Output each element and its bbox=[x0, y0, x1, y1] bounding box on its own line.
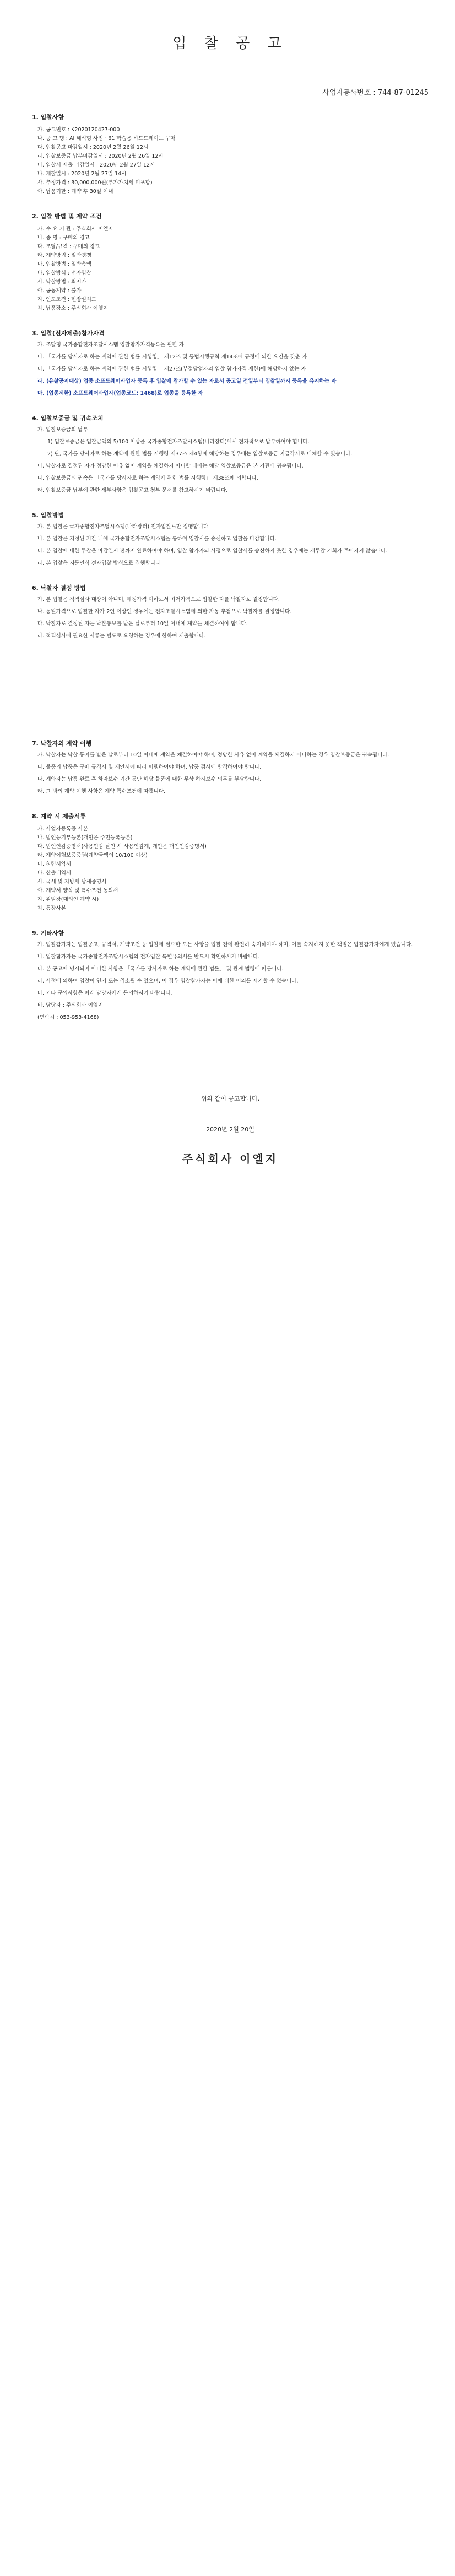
section-paragraph: 라. 사정에 의하여 입찰이 연기 또는 취소될 수 있으며, 이 경우 입찰참가자는 이에 대한 이의를 제기할 수 없습니다. bbox=[37, 978, 299, 984]
section-paragraph: 라. 그 밖의 계약 이행 사항은 계약 특수조건에 따릅니다. bbox=[37, 788, 166, 795]
section-heading: 6. 낙찰자 결정 방법 bbox=[32, 584, 86, 592]
section-list bbox=[37, 225, 429, 313]
section-paragraph: 나. 「국가를 당사자로 하는 계약에 관한 법률 시행령」 제12조 및 동법시행규칙 제14조에 규정에 의한 요건을 갖춘 자 bbox=[37, 354, 307, 360]
section-paragraph: 나. 본 입찰은 지정된 기간 내에 국가종합전자조달시스템을 통하여 입찰서를 송신하고 입찰을 마감합니다. bbox=[37, 536, 277, 542]
list-item: 사. 추정가격 : 30,000,000원(부가가치세 미포함) bbox=[37, 180, 153, 186]
list-item: 나. 공 고 명 : AI 해석형 사업 · 61 학습용 하드드레이브 구매 bbox=[37, 136, 176, 142]
section-paragraph: 가. 본 입찰은 국가종합전자조달시스템(나라장터) 전자입찰로만 집행합니다. bbox=[37, 524, 210, 530]
section-paragraph: 나. 동일가격으로 입찰한 자가 2인 이상인 경우에는 전자조달시스템에 의한 자동 추첨으로 낙찰자를 결정합니다. bbox=[37, 609, 292, 615]
spacer bbox=[32, 641, 429, 723]
list-item: 가. 사업자등록증 사본 bbox=[37, 826, 88, 832]
section-paragraph: 나. 낙찰자로 결정된 자가 정당한 이유 없이 계약을 체결하지 아니할 때에는 해당 입찰보증금은 본 기관에 귀속됩니다. bbox=[37, 463, 304, 469]
section-paragraph: 2) 단, 국가를 당사자로 하는 계약에 관한 법률 시행령 제37조 제4항에 해당하는 경우에는 입찰보증금 지급각서로 대체할 수 있습니다. bbox=[47, 451, 353, 457]
list-item: 바. 산출내역서 bbox=[37, 870, 72, 876]
list-item: 나. 종 명 : 구매의 경고 bbox=[37, 235, 90, 241]
list-item: 사. 국세 및 지방세 납세증명서 bbox=[37, 879, 107, 885]
footer-notice: 위와 같이 공고합니다. bbox=[201, 1095, 260, 1102]
list-item: 마. 입찰서 제출 마감일시 : 2020년 2월 27일 12시 bbox=[37, 162, 155, 168]
document-body bbox=[32, 0, 429, 1166]
section-paragraph: 나. 입찰참가자는 국가종합전자조달시스템의 전자입찰 특별유의서를 반드시 확인하시기 바랍니다. bbox=[37, 954, 260, 960]
list-item: 아. 납품기한 : 계약 후 30일 이내 bbox=[37, 189, 113, 195]
spacer bbox=[32, 1022, 429, 1072]
registration-number: 사업자등록번호 : 744-87-01245 bbox=[322, 89, 429, 97]
sections-part-b bbox=[32, 739, 429, 1022]
section-paragraph: 가. 입찰보증금의 납부 bbox=[37, 427, 88, 433]
list-item: 나. 법인등기부등본(개인은 주민등록등본) bbox=[37, 835, 133, 841]
list-item: 아. 공동계약 : 불가 bbox=[37, 288, 82, 294]
section-heading: 9. 기타사항 bbox=[32, 930, 64, 937]
list-item: 자. 인도조건 : 현장설치도 bbox=[37, 297, 97, 303]
section-paragraph: 가. 입찰참가자는 입찰공고, 규격서, 계약조건 등 입찰에 필요한 모든 사항을 입찰 전에 완전히 숙지하여야 하며, 이를 숙지하지 못한 책임은 입찰참가자에게 있습니다. bbox=[37, 942, 413, 948]
section-paragraph: 라. 본 입찰은 지문인식 전자입찰 방식으로 집행합니다. bbox=[37, 560, 162, 566]
section-paragraph: 1) 입찰보증금은 입찰금액의 5/100 이상을 국가종합전자조달시스템(나라장터)에서 전자적으로 납부하여야 합니다. bbox=[47, 439, 310, 445]
section-paragraph: 다. 낙찰자로 결정된 자는 낙찰통보를 받은 날로부터 10일 이내에 계약을 체결하여야 합니다. bbox=[37, 621, 248, 627]
section-heading: 1. 입찰사항 bbox=[32, 114, 64, 121]
section-paragraph: 가. 본 입찰은 적격심사 대상이 아니며, 예정가격 이하로서 최저가격으로 입찰한 자를 낙찰자로 결정합니다. bbox=[37, 597, 280, 603]
list-item: 다. 입찰공고 마감일시 : 2020년 2월 26일 12시 bbox=[37, 144, 149, 151]
section-paragraph: 마. 기타 문의사항은 아래 담당자에게 문의하시기 바랍니다. bbox=[37, 990, 172, 996]
list-item: 라. 계약방법 : 일반경쟁 bbox=[37, 253, 91, 259]
list-item: 자. 위임장(대리인 계약 시) bbox=[37, 897, 99, 903]
list-item: 아. 계약서 양식 및 특수조건 동의서 bbox=[37, 888, 118, 894]
section-heading: 5. 입찰방법 bbox=[32, 512, 64, 519]
list-item: 사. 낙찰방법 : 최저가 bbox=[37, 279, 86, 285]
list-item: 마. 청렴서약서 bbox=[37, 861, 72, 867]
list-item: 다. 법인인감증명서(사용인감 날인 시 사용인감계, 개인은 개인인감증명서) bbox=[37, 844, 207, 850]
list-item: 가. 수 요 기 관 : 주식회사 이엘지 bbox=[37, 226, 113, 232]
section-paragraph: 나. 물품의 납품은 구매 규격서 및 제안서에 따라 이행하여야 하며, 납품 검사에 합격하여야 합니다. bbox=[37, 764, 262, 770]
sections-part-a bbox=[32, 112, 429, 641]
list-item: 가. 공고번호 : K2020120427-000 bbox=[37, 127, 120, 133]
list-item: 다. 조달/규격 : 구매의 경고 bbox=[37, 244, 100, 250]
list-item: 라. 입찰보증금 납부마감일시 : 2020년 2월 26일 12시 bbox=[37, 153, 164, 159]
footer-date: 2020년 2월 20일 bbox=[206, 1126, 254, 1133]
section-heading: 4. 입찰보증금 및 귀속조치 bbox=[32, 415, 104, 422]
section-paragraph: 라. 적격심사에 필요한 서류는 별도로 요청하는 경우에 한하여 제출합니다. bbox=[37, 633, 206, 639]
section-heading: 2. 입찰 방법 및 계약 조건 bbox=[32, 213, 102, 220]
section-heading: 3. 입찰(전자제출)참가자격 bbox=[32, 330, 105, 337]
section-paragraph: (연락처 : 053-953-4168) bbox=[37, 1015, 99, 1021]
list-item: 바. 개찰일시 : 2020년 2월 27일 14시 bbox=[37, 171, 127, 177]
section-list bbox=[37, 126, 429, 196]
section-paragraph: 라. (유찰공지대상) 업종 소프트웨어사업자 등록 후 입찰에 참가할 수 있는 자로서 공고일 전일부터 입찰일까지 등록을 유지하는 자 bbox=[37, 378, 337, 384]
section-paragraph: 다. 「국가를 당사자로 하는 계약에 관한 법률 시행령」 제27조(부정당업자의 입찰 참가자격 제한)에 해당하지 않는 자 bbox=[37, 366, 306, 372]
section-paragraph: 다. 본 공고에 명시되지 아니한 사항은 「국가를 당사자로 하는 계약에 관한 법률」 및 관계 법령에 따릅니다. bbox=[37, 966, 284, 972]
list-item: 차. 납품장소 : 주식회사 이엘지 bbox=[37, 305, 109, 312]
page-title: 입 찰 공 고 bbox=[172, 35, 288, 52]
section-paragraph: 마. (업종제한) 소프트웨어사업자(업종코드: 1468)로 업종을 등록한 자 bbox=[37, 390, 203, 396]
list-item: 라. 계약이행보증증권(계약금액의 10/100 이상) bbox=[37, 852, 148, 858]
section-heading: 8. 계약 시 제출서류 bbox=[32, 813, 86, 820]
list-item: 바. 입찰방식 : 전자입찰 bbox=[37, 270, 91, 276]
list-item: 차. 통장사본 bbox=[37, 905, 66, 911]
section-paragraph: 다. 입찰보증금의 귀속은 「국가를 당사자로 하는 계약에 관한 법률 시행령」 제38조에 의합니다. bbox=[37, 475, 258, 481]
section-paragraph: 다. 계약자는 납품 완료 후 하자보수 기간 동안 해당 물품에 대한 무상 하자보수 의무를 부담합니다. bbox=[37, 776, 262, 782]
company-signature: 주식회사 이엘지 bbox=[182, 1152, 279, 1166]
section-paragraph: 다. 본 입찰에 대한 투찰은 마감일시 전까지 완료하여야 하며, 입찰 참가자의 사정으로 입찰서를 송신하지 못한 경우에는 재투찰 기회가 주어지지 않습니다. bbox=[37, 548, 388, 554]
section-heading: 7. 낙찰자의 계약 이행 bbox=[32, 740, 92, 747]
section-paragraph: 바. 담당자 : 주식회사 이엘지 bbox=[37, 1002, 104, 1008]
list-item: 마. 입찰방법 : 일반총액 bbox=[37, 261, 91, 267]
section-paragraph: 가. 낙찰자는 낙찰 통지를 받은 날로부터 10일 이내에 계약을 체결하여야 하며, 정당한 사유 없이 계약을 체결하지 아니하는 경우 입찰보증금은 귀속됩니다. bbox=[37, 752, 389, 758]
section-list bbox=[37, 825, 429, 913]
section-paragraph: 라. 입찰보증금 납부에 관한 세부사항은 입찰공고 첨부 문서를 참고하시기 바랍니다. bbox=[37, 487, 228, 493]
section-paragraph: 가. 조달청 국가종합전자조달시스템 입찰참가자격등록을 필한 자 bbox=[37, 342, 184, 348]
